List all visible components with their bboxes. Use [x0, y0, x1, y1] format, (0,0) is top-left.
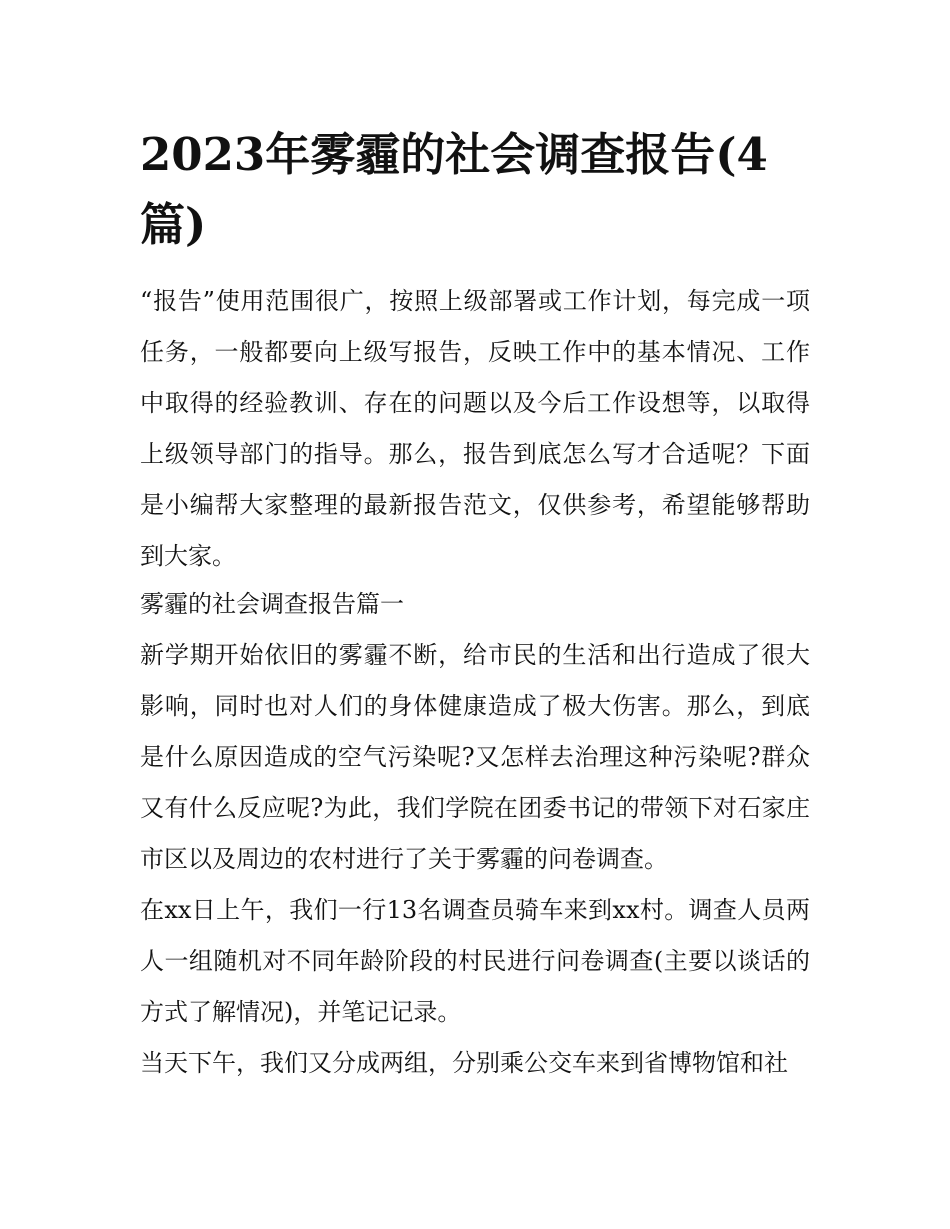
section-heading: 雾霾的社会调查报告篇一 [140, 590, 404, 618]
intro-paragraph: “报告”使用范围很广，按照上级部署或工作计划，每完成一项任务，一般都要向上级写报告，反映工作中的基本情况、工作中取得的经验教训、存在的问题以及今后工作设想等，以取得上级领导部门的指导。那么，报告到底怎么写才合适呢？下面是小编帮大家整理的最新报告范文，仅供参考，希望能够帮助到大家。 [140, 287, 810, 570]
body-paragraph-3: 当天下午，我们又分成两组，分别乘公交车来到省博物馆和社 [140, 1049, 788, 1077]
body-paragraph-2: 在xx日上午，我们一行13名调查员骑车来到xx村。调查人员两人一组随机对不同年龄阶段的村民进行问卷调查(主要以谈话的方式了解情况)，并笔记记录。 [140, 896, 810, 1026]
body-paragraph-1: 新学期开始依旧的雾霾不断，给市民的生活和出行造成了很大影响，同时也对人们的身体健康造成了极大伤害。那么，到底是什么原因造成的空气污染呢?又怎样去治理这种污染呢?群众又有什么反应呢?为此，我们学院在团委书记的带领下对石家庄市区以及周边的农村进行了关于雾霾的问卷调查。 [140, 641, 810, 873]
document-title: 2023年雾霾的社会调查报告(4篇) [140, 128, 768, 251]
